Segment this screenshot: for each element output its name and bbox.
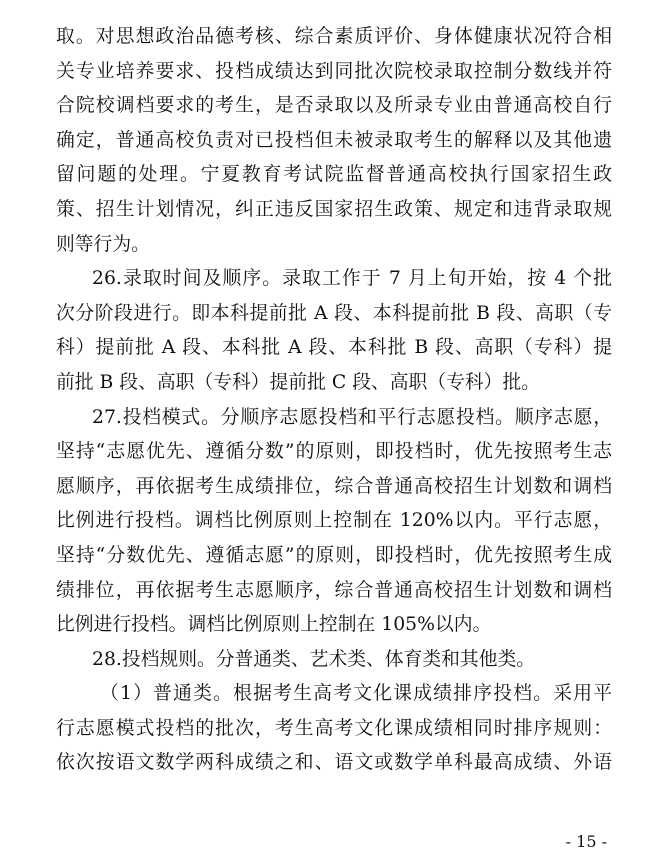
text-line: 比例进行投档。调档比例原则上控制在 120%以内。平行志愿， [56,510,612,532]
text-line: 策、招生计划情况，纠正违反国家招生政策、规定和违背录取规 [56,198,612,220]
text-line: 坚持“分数优先、遵循志愿”的原则，即投档时，优先按照考生成 [56,544,612,566]
text-line: 确定，普通高校负责对已投档但未被录取考生的解释以及其他遗 [56,129,612,151]
text-line: 比例进行投档。调档比例原则上控制在 105%以内。 [56,614,492,636]
text-line: 关专业培养要求、投档成绩达到同批次院校录取控制分数线并符 [56,60,612,82]
text-line: 科）提前批 A 段、本科批 A 段、本科批 B 段、高职（专科）提 [56,337,612,359]
text-line: 合院校调档要求的考生，是否录取以及所录专业由普通高校自行 [56,95,612,117]
body-text [56,20,612,781]
subsection-1-heading-line: （1）普通类。根据考生高考文化课成绩排序投档。采用平 [100,683,612,705]
text-line: 取。对思想政治品德考核、综合素质评价、身体健康状况符合相 [56,26,612,47]
text-line: 依次按语文数学两科成绩之和、语文或数学单科最高成绩、外语 [56,752,612,774]
text-line: 行志愿模式投档的批次，考生高考文化课成绩相同时排序规则： [56,717,612,739]
text-line: 留问题的处理。宁夏教育考试院监督普通高校执行国家招生政 [56,164,612,186]
text-line: 前批 B 段、高职（专科）提前批 C 段、高职（专科）批。 [56,371,541,393]
text-line: 愿顺序，再依据考生成绩排位，综合普通高校招生计划数和调档 [56,475,612,497]
text-line: 次分阶段进行。即本科提前批 A 段、本科提前批 B 段、高职（专 [56,302,612,324]
section-28-heading-line: 28.投档规则。分普通类、艺术类、体育类和其他类。 [92,648,536,670]
section-26-heading-line: 26.录取时间及顺序。录取工作于 7 月上旬开始，按 4 个批 [92,268,612,290]
text-line: 则等行为。 [56,233,150,255]
page-number: - 15 - [565,832,607,851]
text-line: 坚持“志愿优先、遵循分数”的原则，即投档时，优先按照考生志 [56,441,612,463]
text-line: 绩排位，再依据考生志愿顺序，综合普通高校招生计划数和调档 [56,579,612,601]
section-27-heading-line: 27.投档模式。分顺序志愿投档和平行志愿投档。顺序志愿， [92,406,612,428]
